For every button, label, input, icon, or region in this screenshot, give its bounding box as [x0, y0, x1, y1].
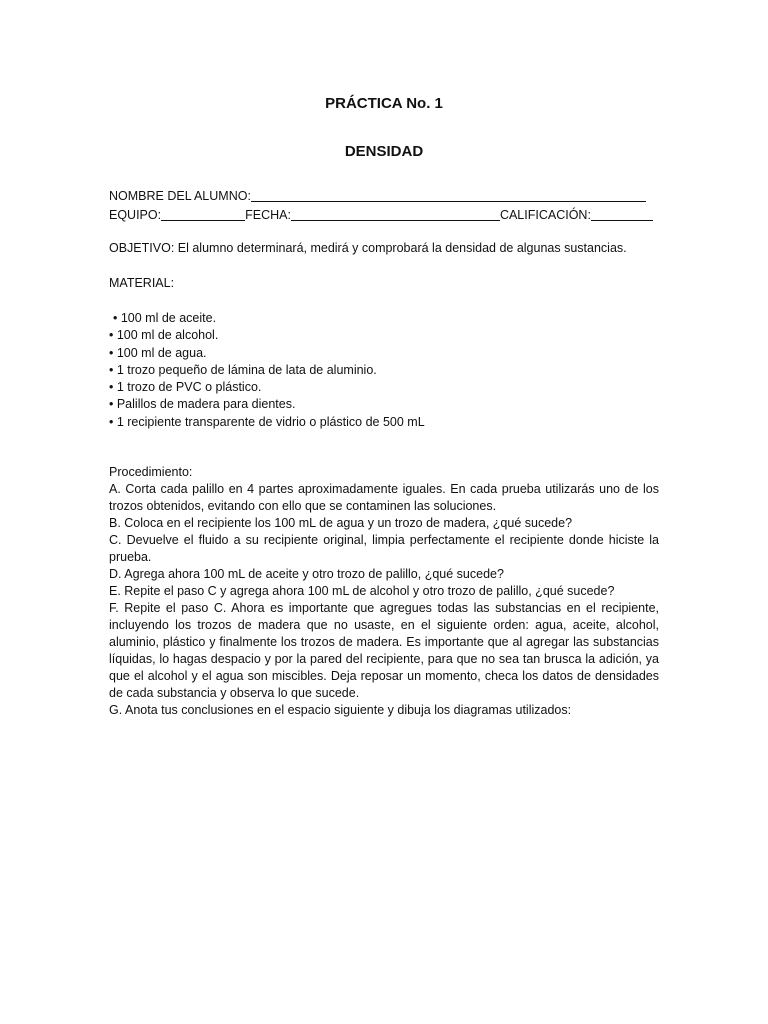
student-info-fields — [109, 186, 659, 224]
student-name-row — [109, 186, 659, 205]
procedure-step-g: G. Anota tus conclusiones en el espacio siguiente y dibuja los diagramas utilizados: — [109, 703, 572, 717]
procedure-step-e: E. Repite el paso C y agrega ahora 100 mL de alcohol y otro trozo de palillo, ¿qué sucede? — [109, 584, 615, 598]
date-blank — [291, 206, 500, 221]
date-label: FECHA: — [245, 208, 291, 222]
document-page — [109, 0, 659, 1024]
team-date-grade-row — [109, 205, 659, 224]
objective-text: OBJETIVO: El alumno determinará, medirá y comprobará la densidad de algunas sustancias. — [109, 241, 627, 255]
list-item: • 100 ml de aceite. — [113, 311, 217, 325]
procedure-heading: Procedimiento: — [109, 465, 193, 479]
list-item: • 1 trozo pequeño de lámina de lata de aluminio. — [109, 362, 377, 377]
grade-blank — [591, 206, 653, 221]
page-subtitle: DENSIDAD — [344, 143, 424, 160]
student-name-label: NOMBRE DEL ALUMNO: — [109, 189, 251, 203]
student-name-blank — [251, 187, 646, 202]
procedure-step-c: C. Devuelve el fluido a su recipiente original, limpia perfectamente el recipiente donde hiciste la prueba. — [109, 533, 659, 564]
page-title: PRÁCTICA No. 1 — [325, 95, 443, 112]
procedure-step-b: B. Coloca en el recipiente los 100 mL de agua y un trozo de madera, ¿qué sucede? — [109, 516, 573, 530]
list-item: • 100 ml de alcohol. — [109, 328, 219, 343]
team-blank — [161, 206, 245, 221]
procedure-section — [109, 464, 659, 719]
list-item: • 1 trozo de PVC o plástico. — [109, 380, 262, 395]
procedure-step-d: D. Agrega ahora 100 mL de aceite y otro trozo de palillo, ¿qué sucede? — [109, 567, 504, 581]
team-label: EQUIPO: — [109, 208, 162, 222]
procedure-step-a: A. Corta cada palillo en 4 partes aproximadamente iguales. En cada prueba utilizarás uno de los trozos obtenidos, evitando con ello que se contaminen las soluciones. — [109, 482, 659, 513]
list-item: • Palillos de madera para dientes. — [109, 397, 296, 412]
grade-label: CALIFICACIÓN: — [499, 208, 591, 222]
list-item: • 1 recipiente transparente de vidrio o plástico de 500 mL — [109, 414, 425, 429]
list-item: • 100 ml de agua. — [109, 345, 207, 360]
material-list — [109, 310, 659, 431]
material-heading: MATERIAL: — [109, 276, 175, 290]
procedure-step-f: F. Repite el paso C. Ahora es importante que agregues todas las substancias en el recipiente, incluyendo los trozos de madera que no usaste, en el siguiente orden: agua, aceite, alcohol, aluminio, plástico y finalmente los trozos de madera. Es importante que al agregar las substancias líquidas, lo hagas despacio y por la pared del recipiente, para que no sea tan brusca la adición, ya que el alcohol y el agua son miscibles. Deja reposar un momento, checa los datos de densidades de cada substancia y observa lo que sucede. — [109, 601, 659, 700]
